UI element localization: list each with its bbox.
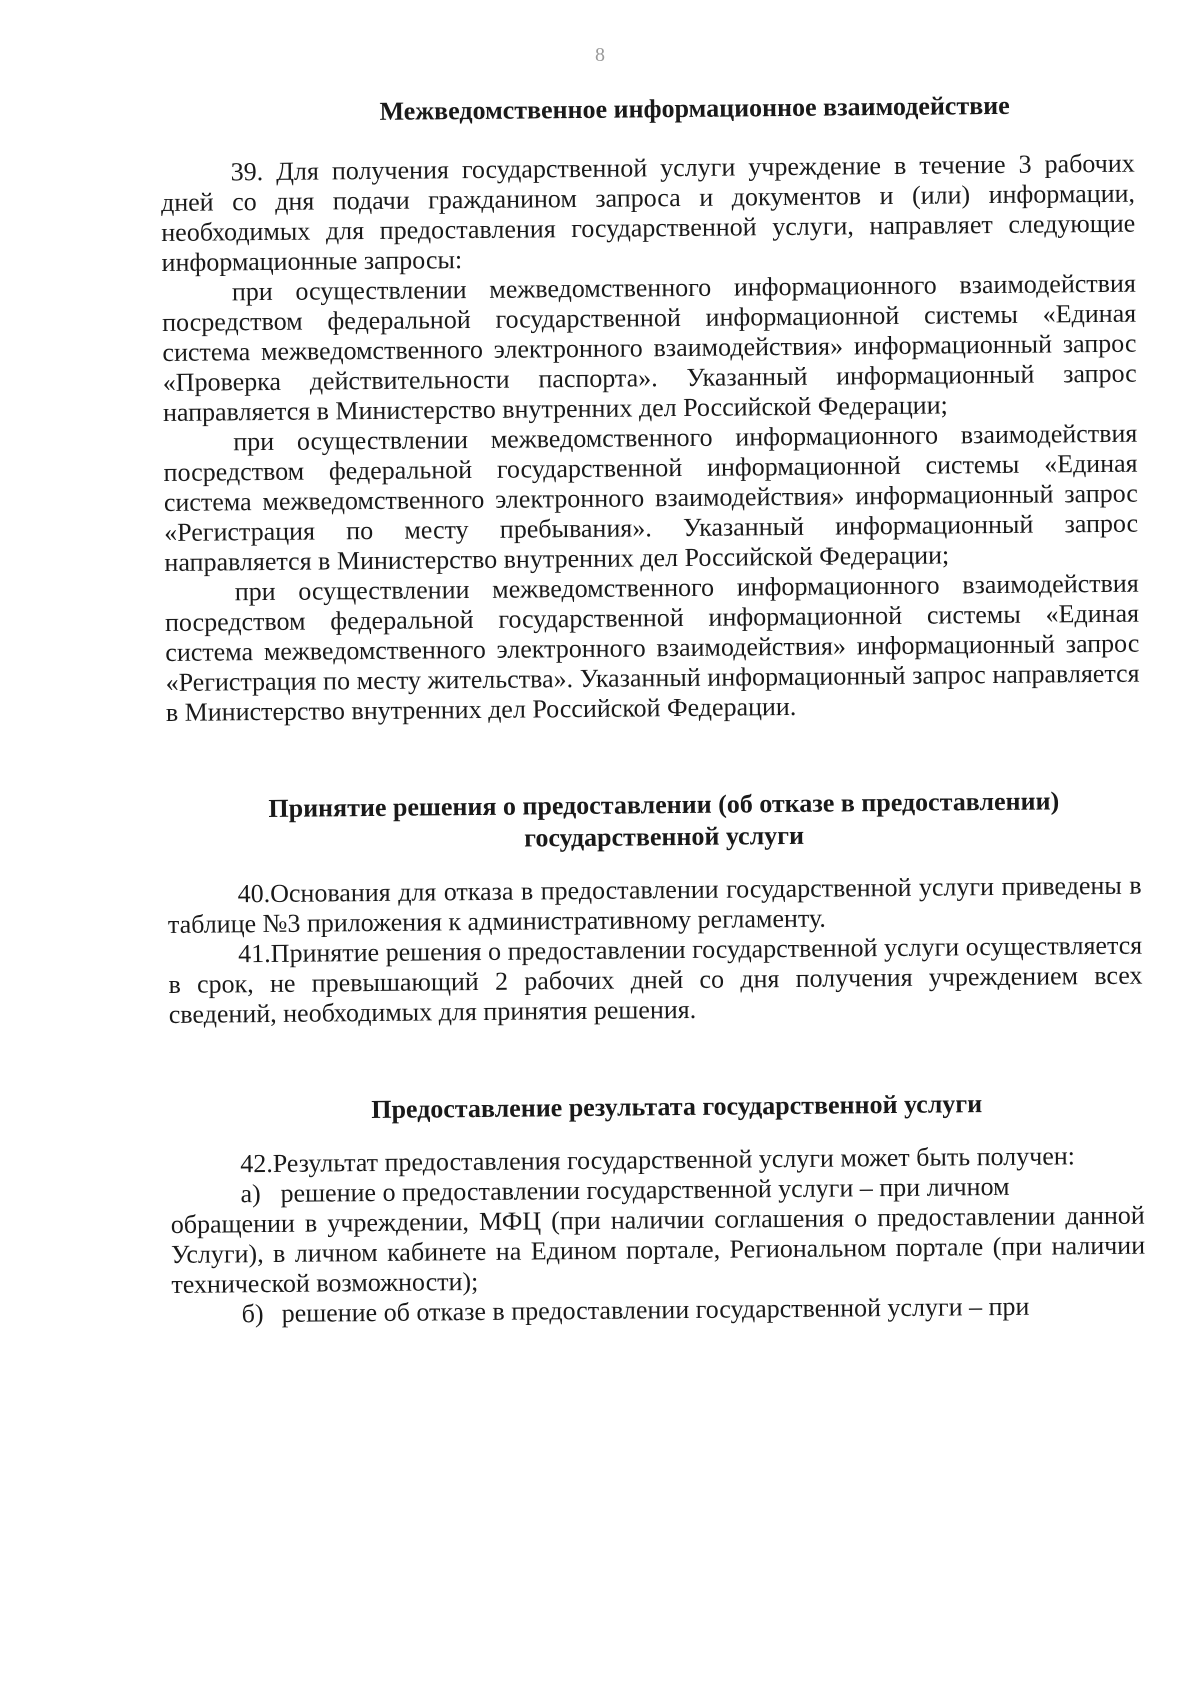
list-item-a-first-line: решение о предоставлении государственной услуги – при личном (280, 1171, 1010, 1208)
paragraph-40: 40.Основания для отказа в предоставлении государственной услуги приведены в таблице №3 приложения к административному регламенту. (167, 870, 1142, 939)
section-heading-decision (187, 785, 1142, 858)
section-heading-interagency: Межведомственное информационное взаимодействие (379, 90, 1010, 126)
list-item-b-first-line: решение об отказе в предоставлении государственной услуги – при (281, 1291, 1030, 1328)
paragraph-request-residence-registration: при осуществлении межведомственного информационного взаимодействия посредством федеральной государственной информационной системы «Единая система межведомственного электронного взаимодействия» информационный запрос «Регистрация по месту жительства». Указанный информационный запрос направляется в Министерство внутренних дел Российской Федерации. (164, 568, 1140, 727)
list-marker-a: а) (240, 1179, 261, 1209)
list-marker-b: б) (241, 1299, 264, 1329)
page-number: 8 (595, 44, 605, 66)
document-body (160, 89, 1146, 1330)
paragraph-request-passport: при осуществлении межведомственного информационного взаимодействия посредством федеральной государственной информационной системы «Единая система межведомственного электронного взаимодействия» информационный запрос «Проверка действительности паспорта». Указанный информационный запрос направляется в Министерство внутренних дел Российской Федерации; (162, 268, 1137, 427)
paragraph-39: 39. Для получения государственной услуги учреждение в течение 3 рабочих дней со дня подачи гражданином запроса и документов и (или) информации, необходимых для предоставления государственной услуги, направляет следующие информационные запросы: (160, 148, 1136, 277)
section-heading-decision-line2: государственной услуги (524, 820, 805, 853)
paragraph-41: 41.Принятие решения о предоставлении государственной услуги осуществляется в срок, не превышающий 2 рабочих дней со дня получения учреждением всех сведений, необходимых для принятия решения. (168, 930, 1143, 1029)
section-heading-decision-line1: Принятие решения о предоставлении (об отказе в предоставлении) (268, 786, 1060, 823)
list-item-a-continuation: обращении в учреждении, МФЦ (при наличии соглашения о предоставлении данной Услуги), в личном кабинете на Едином портале, Региональном портале (при наличии технической возможности); (170, 1200, 1146, 1299)
paragraph-request-stay-registration: при осуществлении межведомственного информационного взаимодействия посредством федеральной государственной информационной системы «Единая система межведомственного электронного взаимодействия» информационный запрос «Регистрация по месту пребывания». Указанный информационный запрос направляется в Министерство внутренних дел Российской Федерации; (163, 418, 1139, 577)
paragraph-42: 42.Результат предоставления государственной услуги может быть получен: (240, 1141, 1076, 1179)
section-heading-result: Предоставление результата государственной услуги (371, 1089, 983, 1125)
